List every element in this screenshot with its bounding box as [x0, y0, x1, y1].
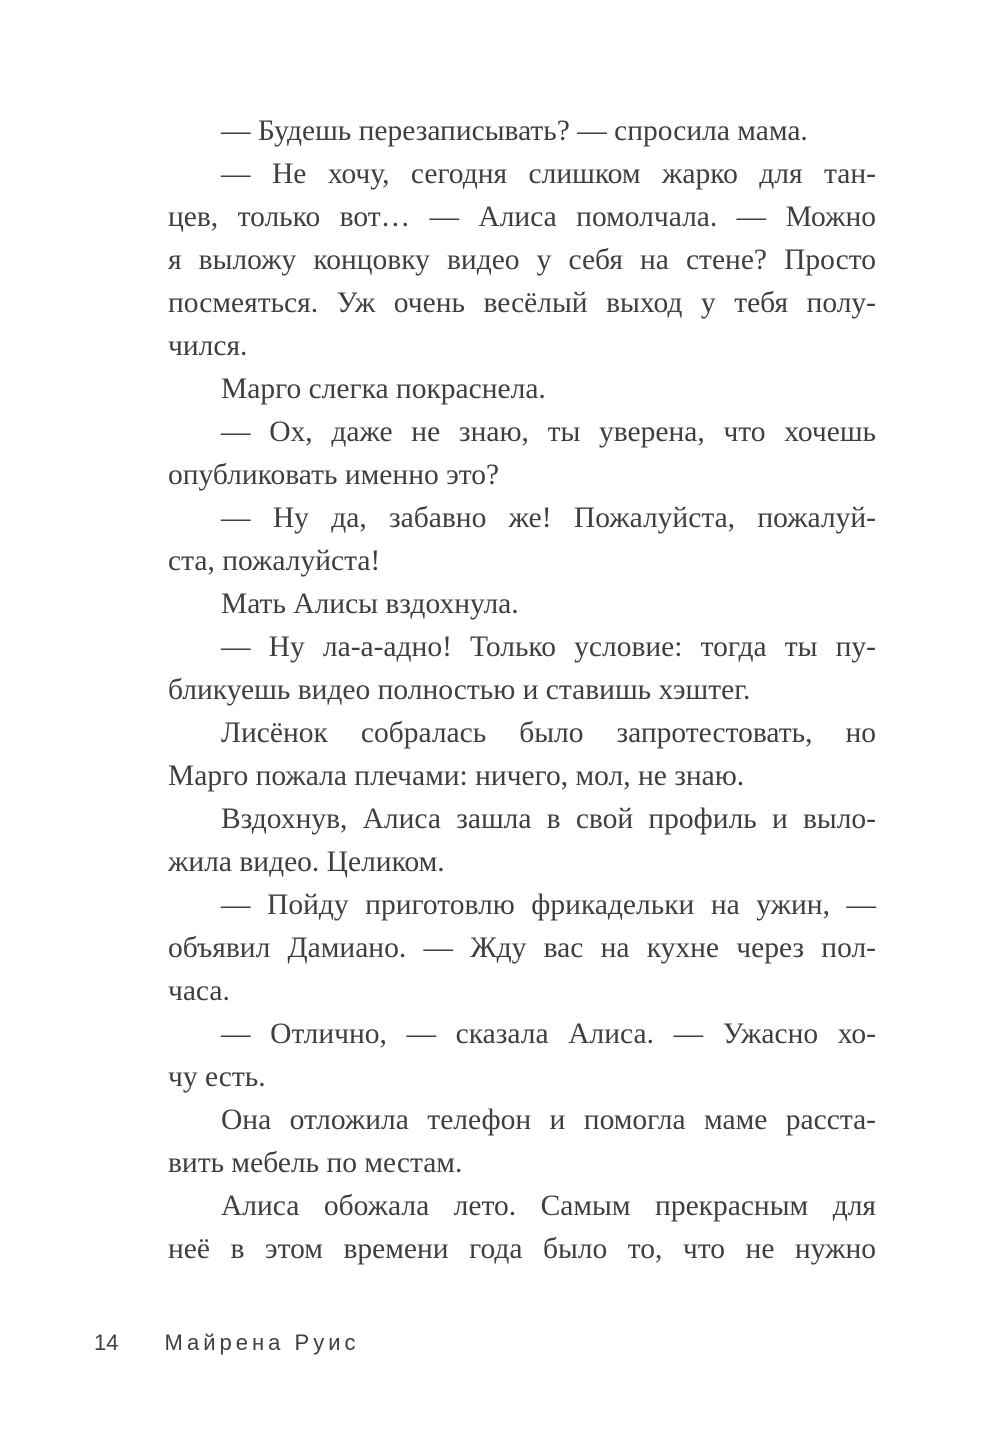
text-line: Марго пожала плечами: ничего, мол, не знаю. — [168, 760, 745, 792]
text-line: ста, пожалуйста! — [168, 545, 381, 577]
text-line: — Ну да, забавно же! Пожалуйста, пожалуй- — [221, 502, 876, 534]
text-line: опубликовать именно это? — [168, 459, 500, 491]
text-line: вить мебель по местам. — [168, 1147, 463, 1179]
text-line: Алиса обожала лето. Самым прекрасным для — [221, 1190, 876, 1222]
text-line: — Не хочу, сегодня слишком жарко для тан- — [221, 158, 876, 190]
text-line: цев, только вот… — Алиса помолчала. — Можно — [168, 201, 876, 233]
text-line: — Ну ла-а-адно! Только условие: тогда ты пу- — [221, 631, 876, 663]
text-line: — Отлично, — сказала Алиса. — Ужасно хо- — [221, 1018, 876, 1050]
text-line: я выложу концовку видео у себя на стене? Просто — [168, 244, 876, 276]
text-line: — Будешь перезаписывать? — спросила мама. — [221, 115, 808, 147]
text-line: неё в этом времени года было то, что не нужно — [168, 1233, 876, 1265]
text-line: объявил Дамиано. — Жду вас на кухне через пол- — [168, 932, 876, 964]
text-line: жила видео. Целиком. — [168, 846, 445, 878]
text-line: чился. — [168, 330, 248, 362]
text-line: Мать Алисы вздохнула. — [221, 588, 519, 620]
page-number: 14 — [94, 1330, 119, 1355]
page-footer — [94, 1325, 359, 1361]
text-line: часа. — [168, 975, 230, 1007]
text-line: Марго слегка покраснела. — [221, 373, 546, 405]
text-line: — Пойду приготовлю фрикадельки на ужин, — — [221, 889, 876, 921]
running-head-author: Майрена Руис — [164, 1330, 360, 1355]
text-line: Вздохнув, Алиса зашла в свой профиль и выло- — [221, 803, 876, 835]
body-text — [168, 110, 876, 1271]
text-line: Лисёнок собралась было запротестовать, но — [221, 717, 876, 749]
text-line: — Ох, даже не знаю, ты уверена, что хочешь — [221, 416, 876, 448]
text-line: Она отложила телефон и помогла маме расста- — [221, 1104, 876, 1136]
text-line: посмеяться. Уж очень весёлый выход у тебя полу- — [168, 287, 876, 319]
text-line: чу есть. — [168, 1061, 266, 1093]
text-line: бликуешь видео полностью и ставишь хэштег. — [168, 674, 751, 706]
